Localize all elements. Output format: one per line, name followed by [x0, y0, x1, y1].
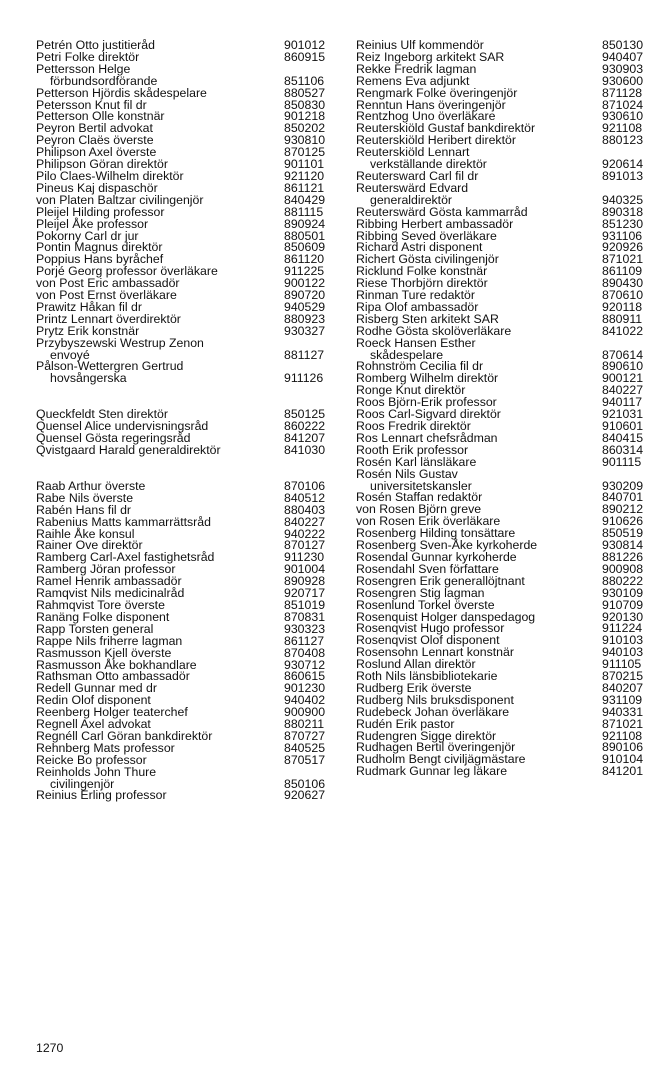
entry-date: 910104 [602, 752, 644, 767]
entry-name: Reuterswärd Edvard [356, 180, 469, 195]
entry-name: Reuterswärd Gösta kammarråd [356, 204, 528, 219]
page-number: 1270 [36, 1041, 64, 1055]
entry-name: von Platen Baltzar civilingenjör [36, 192, 204, 207]
entry-name: Ripa Olof ambassadör [356, 299, 479, 314]
entry-name: Reicke Bo professor [36, 752, 147, 767]
right-column [356, 40, 656, 778]
entry-name: Rosendahl Sven författare [356, 561, 499, 576]
entry-name: Peyron Claës överste [36, 133, 154, 148]
entry-name: Rinman Ture redaktör [356, 288, 475, 303]
entry-name: Rosenquist Holger danspedagog [356, 609, 536, 624]
entry-name: Petterson Olle konstnär [36, 109, 165, 124]
entry-date: 931106 [602, 228, 643, 243]
entry-name: von Rosen Björn greve [356, 502, 482, 517]
section-gap [36, 457, 338, 481]
entry-name: Ramberg Carl-Axel fastighetsråd [36, 550, 215, 565]
entry-name: Rosenberg Sven-Åke kyrkoherde [356, 538, 538, 553]
entry-name: Rosén Nils Gustav [356, 466, 458, 481]
entry-name: Ramqvist Nils medicinalråd [36, 586, 185, 601]
entry-date: 930903 [602, 61, 644, 76]
entry-date: 900122 [284, 276, 326, 291]
entry-name: Przybyszewski Westrup Zenon [36, 335, 204, 350]
entry-name: Rabe Nils överste [36, 490, 134, 505]
entry-date: 840415 [602, 430, 644, 445]
entry-date: 880211 [284, 717, 325, 732]
entry-name: Rekke Fredrik lagman [356, 61, 477, 76]
entry-date: 911105 [602, 657, 642, 672]
entry-date: 880923 [284, 311, 326, 326]
entry-name: Rosensohn Lennart konstnär [356, 645, 514, 660]
entry-date: 921031 [602, 407, 644, 422]
entry-date: 881115 [284, 204, 324, 219]
entry-date: 940325 [602, 192, 644, 207]
entry-date: 850125 [284, 407, 326, 422]
entry-name: Remens Eva adjunkt [356, 73, 470, 88]
entry-name: Peyron Bertil advokat [36, 121, 153, 136]
entry-name: Rosenlund Torkel överste [356, 597, 495, 612]
entry-name: Pokorny Carl dr jur [36, 228, 139, 243]
entry-name: Pettersson Helge [36, 61, 131, 76]
entry-name: Raab Arthur överste [36, 478, 146, 493]
entry-name: Redin Olof disponent [36, 693, 151, 708]
entry-name: Rudmark Gunnar leg läkare [356, 764, 508, 779]
entry-date: 901115 [602, 454, 642, 469]
entry-date: 850130 [602, 38, 644, 52]
entry-name: von Rosen Erik överläkare [356, 514, 501, 529]
entry-name: Roeck Hansen Esther [356, 335, 476, 350]
entry-date: 850609 [284, 240, 326, 255]
entry-date: 840701 [602, 490, 644, 505]
directory-entry [356, 180, 656, 207]
entry-date: 940331 [602, 704, 644, 719]
entry-date: 920926 [602, 240, 644, 255]
entry-name: Rudberg Erik överste [356, 680, 472, 695]
entry-date: 901101 [284, 157, 325, 172]
directory-entry [356, 466, 656, 493]
entry-name: Pilo Claes-Wilhelm direktör [36, 168, 184, 183]
entry-date: 861109 [602, 264, 643, 279]
entry-name: Quensel Gösta regeringsråd [36, 431, 191, 446]
entry-date: 910626 [602, 514, 644, 529]
entry-date: 890212 [602, 502, 644, 517]
entry-date: 890924 [284, 216, 326, 231]
entry-name: Roos Carl-Sigvard direktör [356, 407, 501, 422]
entry-date: 870125 [284, 145, 326, 160]
entry-name: Rosenberg Hilding tonsättare [356, 526, 516, 541]
entry-name: Richert Gösta civilingenjör [356, 252, 499, 267]
entry-name: Pineus Kaj dispaschör [36, 180, 158, 195]
entry-date: 930712 [284, 657, 326, 672]
entry-name: Regnéll Carl Göran bankdirektör [36, 728, 213, 743]
entry-date: 881226 [602, 549, 644, 564]
entry-name: Rengmark Folke överingenjör [356, 85, 518, 100]
entry-name: Roth Nils länsbibliotekarie [356, 669, 498, 684]
entry-name: Poppius Hans byråchef [36, 252, 164, 267]
entry-date: 851230 [602, 216, 644, 231]
entry-title-continued: generaldirektör [370, 192, 453, 207]
entry-name: Pleijel Åke professor [36, 216, 149, 231]
entry-date: 840207 [602, 680, 644, 695]
entry-date: 870517 [284, 752, 326, 767]
entry-date: 871021 [602, 252, 644, 267]
entry-title-continued: universitetskansler [370, 478, 472, 493]
entry-name: Queckfeldt Sten direktör [36, 407, 168, 422]
entry-name: Rapp Torsten general [36, 621, 154, 636]
entry-name: Rasmusson Åke bokhandlare [36, 657, 197, 672]
entry-name: Ronge Knut direktör [356, 383, 466, 398]
entry-date: 860915 [284, 49, 326, 64]
entry-name: Reuterskiöld Lennart [356, 145, 470, 160]
entry-date: 840429 [284, 192, 326, 207]
entry-date: 940222 [284, 526, 326, 541]
entry-name: Quensel Alice undervisningsråd [36, 419, 209, 434]
entry-name: Qvistgaard Harald generaldirektör [36, 443, 221, 457]
entry-name: Richard Astri disponent [356, 240, 483, 255]
entry-date: 841022 [602, 323, 644, 338]
entry-date: 870106 [284, 478, 326, 493]
entry-name: Rasmusson Kjell överste [36, 645, 172, 660]
entry-date: 860615 [284, 669, 326, 684]
entry-name: von Post Ernst överläkare [36, 288, 177, 303]
entry-date: 890318 [602, 204, 644, 219]
entry-name: Roos Björn-Erik professor [356, 395, 497, 410]
entry-name: Rahmqvist Tore överste [36, 597, 165, 612]
entry-date: 920118 [602, 299, 643, 314]
entry-date: 911225 [284, 264, 325, 279]
entry-date: 940407 [602, 49, 644, 64]
directory-entry [356, 147, 656, 171]
entry-name: Reinius Ulf kommendör [356, 38, 484, 52]
entry-name: Ramel Henrik ambassadör [36, 574, 182, 589]
entry-name: Rudén Erik pastor [356, 716, 455, 731]
entry-name: von Post Eric ambassadör [36, 276, 180, 291]
entry-date: 920717 [284, 586, 326, 601]
entry-date: 940402 [284, 693, 326, 708]
entry-name: Reutersward Carl fil dr [356, 168, 479, 183]
entry-date: 901004 [284, 562, 326, 577]
entry-date: 860314 [602, 442, 644, 457]
entry-title-continued: förbundsordförande [50, 73, 158, 88]
entry-date: 901012 [284, 38, 326, 52]
entry-name: Petersson Knut fil dr [36, 97, 147, 112]
entry-name: Rainer Ove direktör [36, 538, 143, 553]
entry-name: Rohnström Cecilia fil dr [356, 359, 484, 374]
entry-name: Ribbing Herbert ambassadör [356, 216, 514, 231]
entry-date: 920627 [284, 788, 326, 803]
entry-name: Prytz Erik konstnär [36, 323, 140, 338]
entry-date: 880501 [284, 228, 326, 243]
entry-name: Risberg Sten arkitekt SAR [356, 311, 499, 326]
entry-name: Porjé Georg professor överläkare [36, 264, 218, 279]
entry-date: 930810 [284, 133, 326, 148]
directory-entry [36, 764, 338, 791]
entry-date: 850830 [284, 97, 326, 112]
entry-title-continued: skådespelare [370, 347, 444, 362]
entry-date: 930109 [602, 585, 644, 600]
entry-date: 930327 [284, 323, 326, 338]
entry-date: 940103 [602, 645, 644, 660]
entry-date: 900908 [602, 561, 644, 576]
entry-date: 841201 [602, 764, 644, 779]
entry-name: Philipson Axel överste [36, 145, 157, 160]
entry-date: 871128 [602, 85, 643, 100]
entry-date: 870127 [284, 538, 326, 553]
entry-date: 840227 [602, 383, 644, 398]
entry-date: 841207 [284, 431, 326, 446]
entry-name: Rehnberg Mats professor [36, 740, 175, 755]
entry-name: Rathsman Otto ambassadör [36, 669, 190, 684]
entry-date: 940117 [602, 395, 643, 410]
entry-date: 920130 [602, 609, 644, 624]
entry-name: Pleijel Hilding professor [36, 204, 165, 219]
entry-date: 930600 [602, 73, 644, 88]
entry-name: Reiz Ingeborg arkitekt SAR [356, 49, 505, 64]
entry-date: 841030 [284, 443, 326, 457]
entry-date: 850519 [602, 526, 644, 541]
entry-name: Rudhagen Bertil överingenjör [356, 740, 516, 755]
entry-name: Reinius Erling professor [36, 788, 167, 803]
entry-date: 921108 [602, 121, 643, 136]
entry-date: 901230 [284, 681, 326, 696]
entry-name: Rappe Nils friherre lagman [36, 633, 183, 648]
entry-name: Rentzhog Uno överläkare [356, 109, 496, 124]
entry-name: Rosengren Erik generallöjtnant [356, 573, 525, 588]
entry-name: Printz Lennart överdirektör [36, 311, 181, 326]
entry-name: Reenberg Holger teaterchef [36, 705, 188, 720]
entry-date: 870727 [284, 728, 326, 743]
entry-name: Roslund Allan direktör [356, 657, 476, 672]
entry-name: Rosenqvist Hugo professor [356, 621, 505, 636]
entry-date: 861127 [284, 633, 325, 648]
entry-date: 910709 [602, 597, 644, 612]
directory-entry [36, 445, 338, 457]
entry-name: Rudengren Sigge direktör [356, 728, 497, 743]
entry-name: Rosendal Gunnar kyrkoherde [356, 549, 517, 564]
entry-date: 840227 [284, 514, 326, 529]
entry-date: 870215 [602, 669, 644, 684]
entry-date: 870610 [602, 288, 644, 303]
entry-date: 861120 [284, 252, 325, 267]
entry-date: 880911 [602, 311, 643, 326]
entry-date: 870408 [284, 645, 326, 660]
entry-date: 870831 [284, 609, 326, 624]
left-column [36, 40, 338, 802]
entry-date: 851106 [284, 73, 325, 88]
entry-name: Raihle Åke konsul [36, 526, 135, 541]
entry-name: Riese Thorbjörn direktör [356, 276, 488, 291]
entry-name: Rosén Staffan redaktör [356, 490, 483, 505]
entry-name: Petrén Otto justitieråd [36, 38, 155, 52]
entry-name: Ranäng Folke disponent [36, 609, 170, 624]
section-gap [36, 385, 338, 409]
entry-name: Ramberg Jöran professor [36, 562, 176, 577]
entry-name: Ribbing Seved överläkare [356, 228, 497, 243]
entry-date: 840512 [284, 490, 326, 505]
entry-name: Regnell Axel advokat [36, 717, 151, 732]
entry-name: Pålson-Wettergren Gertrud [36, 359, 184, 374]
entry-date: 890610 [602, 359, 644, 374]
directory-entry [36, 361, 338, 385]
entry-name: Prawitz Håkan fil dr [36, 299, 142, 314]
entry-name: Roos Fredrik direktör [356, 419, 471, 433]
entry-date: 871021 [602, 716, 644, 731]
entry-date: 901218 [284, 109, 326, 124]
entry-date: 900900 [284, 705, 326, 720]
entry-name: Rabén Hans fil dr [36, 502, 132, 517]
entry-date: 930209 [602, 478, 644, 493]
entry-date: 900121 [602, 371, 644, 386]
directory-entry [36, 61, 338, 88]
entry-date: 920614 [602, 157, 644, 172]
entry-name: Renntun Hans överingenjör [356, 97, 506, 112]
entry-date: 910601 [602, 419, 644, 433]
entry-date: 911224 [602, 621, 643, 636]
entry-date: 890928 [284, 574, 326, 589]
entry-name: Ros Lennart chefsrådman [356, 430, 498, 445]
entry-name: Petri Folke direktör [36, 49, 140, 64]
entry-name: Rodhe Gösta skolöverläkare [356, 323, 512, 338]
directory-entry [36, 335, 338, 362]
entry-date: 911126 [284, 371, 324, 386]
entry-title-continued: hovsångerska [50, 371, 127, 386]
entry-name: Rudebeck Johan överläkare [356, 704, 510, 719]
entry-date: 840525 [284, 740, 326, 755]
entry-date: 871024 [602, 97, 644, 112]
entry-name: Rosén Karl länsläkare [356, 454, 477, 469]
entry-name: Petterson Hjördis skådespelare [36, 85, 207, 100]
entry-date: 890106 [602, 740, 644, 755]
entry-date: 850202 [284, 121, 326, 136]
entry-date: 861121 [284, 180, 325, 195]
entry-date: 930610 [602, 109, 644, 124]
entry-date: 911230 [284, 550, 325, 565]
entry-date: 851019 [284, 597, 326, 612]
entry-name: Rudberg Nils bruksdisponent [356, 692, 514, 707]
entry-date: 880222 [602, 573, 644, 588]
entry-name: Rooth Erik professor [356, 442, 469, 457]
entry-name: Romberg Wilhelm direktör [356, 371, 499, 386]
entry-date: 850106 [284, 776, 326, 791]
entry-title-continued: verkställande direktör [370, 157, 487, 172]
entry-date: 860222 [284, 419, 326, 434]
entry-name: Rosenqvist Olof disponent [356, 633, 500, 648]
entry-title-continued: envoyé [50, 347, 90, 362]
entry-name: Reuterskiöld Gustaf bankdirektör [356, 121, 536, 136]
entry-name: Redell Gunnar med dr [36, 681, 157, 696]
entry-title-continued: civilingenjör [50, 776, 115, 791]
entry-date: 891013 [602, 168, 644, 183]
entry-date: 931109 [602, 692, 643, 707]
entry-name: Rabenius Matts kammarrättsråd [36, 514, 211, 529]
directory-entry [36, 790, 338, 802]
entry-date: 930814 [602, 538, 644, 553]
entry-date: 880527 [284, 85, 326, 100]
directory-entry [356, 766, 656, 778]
entry-name: Reuterskiöld Heribert direktör [356, 133, 516, 148]
entry-name: Reinholds John Thure [36, 764, 157, 779]
entry-name: Philipson Göran direktör [36, 157, 168, 172]
entry-name: Pontin Magnus direktör [36, 240, 163, 255]
entry-date: 880403 [284, 502, 326, 517]
entry-name: Rudholm Bengt civiljägmästare [356, 752, 526, 767]
entry-date: 910103 [602, 633, 644, 648]
entry-date: 881127 [284, 347, 325, 362]
entry-date: 870614 [602, 347, 644, 362]
entry-date: 890720 [284, 288, 326, 303]
directory-entry [356, 335, 656, 362]
entry-date: 930323 [284, 621, 326, 636]
entry-name: Ricklund Folke konstnär [356, 264, 488, 279]
entry-date: 921120 [284, 168, 325, 183]
entry-date: 940529 [284, 299, 326, 314]
entry-date: 890430 [602, 276, 644, 291]
entry-name: Rosengren Stig lagman [356, 585, 485, 600]
entry-date: 880123 [602, 133, 644, 148]
entry-date: 921108 [602, 728, 643, 743]
